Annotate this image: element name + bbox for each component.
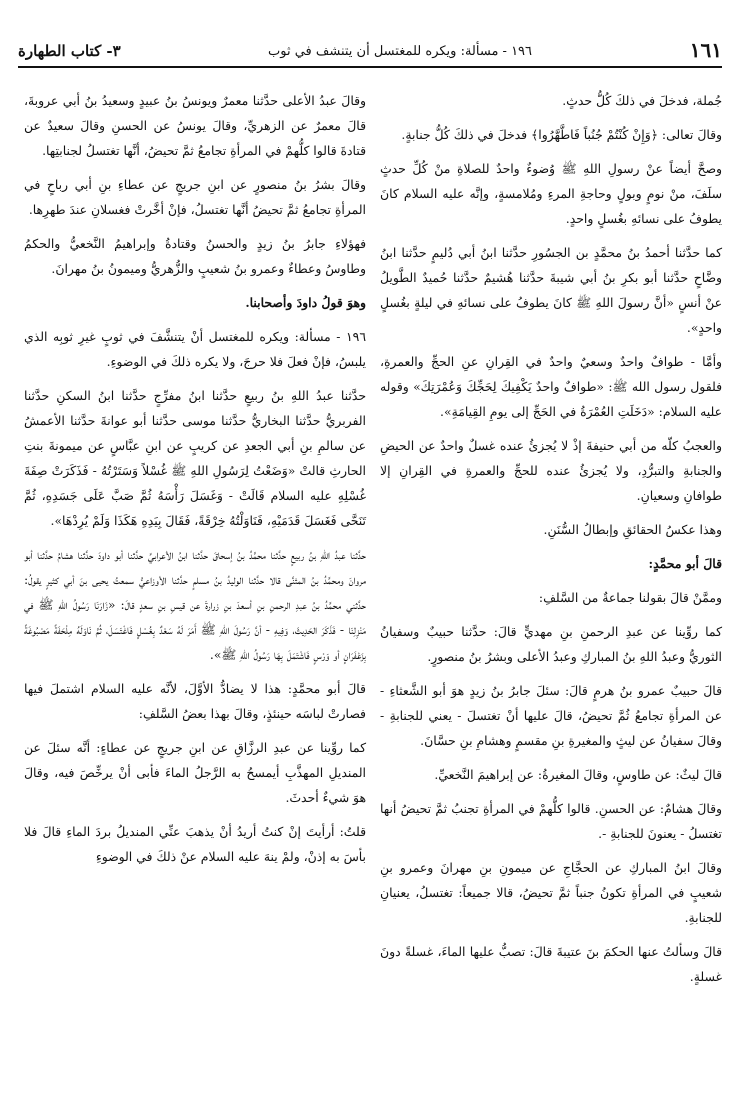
paragraph: قالَ حبيبٌ عمرو بنُ هرمٍ قالَ: سئلَ جابرُ بنُ زيدٍ هوَ أبو الشَّعثاءِ - عن المرأةِ تجامعُ ثُمَّ تحيضُ، قالَ عليها أنْ تغتسلَ - يعني للجنابةِ - وقالَ سفيانُ عن ليثٍ والمغيرةِ بنِ مقسمٍ وهشامِ بنِ حسَّانَ. bbox=[380, 683, 722, 748]
issue-heading: ١٩٦ - مسألة: ويكره للمغتسل أنْ يتنشَّفَ في ثوبٍ غيرِ ثوبِه الذي يلبسُ، فإنْ فعلَ فلا حرجَ، ولا يكره ذلكَ في الوضوءِ. bbox=[24, 329, 366, 369]
running-title: ١٩٦ - مسألة: ويكره للمغتسل أن يتنشف في ثوب bbox=[268, 44, 533, 59]
paragraph: وصحَّ أيضاً عنْ رسولِ اللهِ ﷺ وُضوءٌ واحدٌ للصلاةِ منْ كُلِّ حدثٍ سلَفَ، منْ نومٍ وبولٍ وحاجةِ المرءِ ومُلامسةٍ، وإنَّه عليه السلام كانَ يطوفُ على نسائهِ بغُسلٍ واحدٍ. bbox=[380, 161, 722, 226]
paragraph: قالَ وسألتُ عنها الحكمَ بنَ عتيبةَ قالَ: تصبُّ عليها الماءَ، غسلةً دونَ غسلةٍ. bbox=[380, 944, 722, 984]
paragraph: والعجبُ كلّه من أبي حنيفةَ إذْ لا يُجزئُ عنده غسلٌ واحدٌ عن الحيضِ والجنابةِ والتبرُّدِ، ولا يُجزئُ عنده للحجِّ والعمرةِ في القِرانِ إلا طوافانِ وسعيانِ. bbox=[380, 438, 722, 503]
paragraph: كما روِّينا عن عبدِ الرحمنِ بنِ مهديٍّ قالَ: حدَّثنا حبيبٌ وسفيانُ الثوريُّ وعبدُ اللهِ بنُ المباركِ وعبدُ الأعلى وبشرُ بنُ منصورٍ. bbox=[380, 624, 722, 664]
paragraph: قالَ أبو محمَّدٍ: هذا لا يضادُّ الأوَّلَ، لأنَّه عليه السلام اشتملَ فيها فصارتْ لباسَه حينئذٍ، وقالَ بهذا بعضُ السَّلفِ: bbox=[24, 681, 366, 721]
page-number: ١٦١ bbox=[689, 38, 722, 62]
paragraph: وقالَ ابنُ المباركِ عن الحجَّاجِ عن ميمونِ بنِ مهرانَ وعمرو بنِ شعيبٍ في المرأةِ تكونُ جنباً ثمَّ تحيضُ، قالا جميعاً: تغتسلُ، يعنيانِ للجنابةِ. bbox=[380, 860, 722, 925]
paragraph: وهوَ قولُ داودَ وأصحابنا. bbox=[245, 295, 366, 310]
book-title: ٣- كتاب الطهارة bbox=[18, 42, 121, 60]
paragraph: كما حدَّثنا أحمدُ بنُ محمَّدٍ بن الجسُورِ حدَّثنا ابنُ أبي دُليمٍ حدَّثنا ابنُ وضَّاحٍ حدَّثنا أبو بكرِ بنُ أبي شيبةَ حدَّثنا هُشيمٌ حدَّثنا حُميدٌ الطَّويلُ عنْ أنسٍ «أنَّ رسولَ اللهِ ﷺ كانَ يطوفُ على نسائهِ في ليلةٍ بغُسلٍ واحدٍ». bbox=[380, 245, 722, 335]
paragraph: وأمَّا - طوافٌ واحدٌ وسعيٌ واحدٌ في القِرانِ عنِ الحجِّ والعمرةِ، فلقول رسول الله ﷺ: «طوافٌ واحدٌ يَكْفِيكَ لِحَجِّكَ وَعُمْرَتِكَ» وقوله عليه السلام: «دَخَلَتِ العُمْرَةُ في الحَجِّ إلى يومِ القِيامَةِ». bbox=[380, 354, 722, 419]
right-text-column bbox=[380, 88, 722, 998]
paragraph: جُملة، فدخلَ في ذلكَ كُلُّ حدثٍ. bbox=[562, 93, 722, 108]
paragraph: وممَّنْ قالَ بقولنا جماعةٌ من السَّلفِ: bbox=[538, 590, 722, 605]
paragraph: حدَّثنا عبدُ اللهِ بنُ ربيعٍ حدَّثنا ابنُ مفرِّجٍ حدَّثنا ابنُ السكنِ حدَّثنا الفربريُّ حدَّثنا البخاريُّ حدَّثنا موسى حدَّثنا أبو عوانةَ حدَّثنا الأعمشُ عن سالمِ بنِ أبي الجعدِ عن كريبٍ عن ابنِ عبَّاسٍ عن ميمونةَ بنتِ الحارثِ قالتْ «وَضَعْتُ لِرَسُولِ اللهِ ﷺ غُسْلاً وَسَتَرْتُهُ - فَذَكَرَتْ صِفَةَ غُسْلِهِ عليه السلام قَالَتْ - وَغَسَلَ رَأْسَهُ ثُمَّ صَبَّ عَلَى جَسَدِهِ، ثُمَّ تَنَحَّى فَغَسَلَ قَدَمَيْهِ، فَنَاوَلْتُهُ خِرْقَةً، فَقَالَ بِيَدِهِ هَكَذَا وَلَمْ يُرِدْهَا». bbox=[24, 388, 366, 528]
left-text-column bbox=[24, 88, 366, 878]
paragraph: وقالَ عبدُ الأعلى حدَّثنا معمرٌ ويونسُ بنُ عبيدٍ وسعيدُ بنُ أبي عروبةَ، قالَ معمرٌ عن الزهريِّ، وقالَ يونسُ عن الحسنِ وقالَ سعيدٌ عن قتادةَ قالوا كلُّهمْ في المرأةِ تجامعُ ثمَّ تحيضُ، أنَّها تغتسلُ لجنابتِها. bbox=[24, 93, 366, 158]
page-header bbox=[18, 38, 722, 68]
header-rule bbox=[18, 66, 722, 68]
paragraph: قالَ ليثٌ: عن طاوسٍ، وقالَ المغيرةُ: عن إبراهيمَ النَّخعيِّ. bbox=[434, 767, 722, 782]
paragraph: فهؤلاءِ جابرُ بنُ زيدٍ والحسنُ وقتادةُ وإبراهيمُ النَّخعيُّ والحكمُ وطاوسُ وعطاءٌ وعمرو بنُ شعيبٍ والزُّهريُّ وميمونُ بنُ مهرانَ. bbox=[24, 236, 366, 276]
paragraph: وقالَ تعالى: ﴿وَإِنْ كُنْتُمْ جُنُباً فَاطَّهَّرُوا﴾ فدخلَ في ذلكَ كُلُّ جنابةٍ. bbox=[401, 127, 722, 142]
paragraph: وقالَ هشامٌ: عن الحسنِ. قالوا كلُّهمْ في المرأةِ تجنبُ ثمَّ تحيضُ أنها تغتسلُ - يعنونَ للجنابةِ -. bbox=[380, 801, 722, 841]
section-heading: قالَ أبو محمَّدٍ: bbox=[648, 556, 722, 571]
paragraph: وقالَ بشرُ بنُ منصورٍ عن ابنِ جريجٍ عن عطاءِ بنِ أبي رباحٍ في المرأةِ تجامعُ ثمَّ تحيضُ أنَّها تغتسلُ، فإنْ أخَّرتْ فغسلانِ عندَ طهرِها. bbox=[24, 177, 366, 217]
paragraph: كما روِّينا عن عبدِ الرزَّاقِ عن ابنِ جريجٍ عن عطاءٍ: أنَّه سئلَ عن المنديلِ المهذَّبِ أيمسحُ به الرَّجلُ الماءَ فأبى أنْ يرخِّصَ فيه، وقالَ هوَ شيءٌ أحدثَ. bbox=[24, 740, 366, 805]
paragraph: قلتُ: أرأيتَ إنْ كنتُ أريدُ أنْ يذهبَ عنِّي المنديلُ بردَ الماءِ قالَ فلا بأسَ به إذنْ، ولمْ ينهَ عليه السلام عنْ ذلكَ في الوضوءِ bbox=[24, 824, 366, 864]
paragraph: حدَّثنا عبدُ اللهِ بنُ ربيعٍ حدَّثنا محمَّدُ بنُ إسحاقَ حدَّثنا ابنُ الأعرابيِّ حدَّثنا أبو داودَ حدَّثنا هشامُ حدَّثنا أبو مروانَ ومحمَّدُ بنُ المثنَّى قالا حدَّثنا الوليدُ بنُ مسلمٍ حدَّثنا الأوزاعيُّ سمعتُ يحيى بنَ أبي كثيرٍ يقولُ: حدَّثني محمَّدُ بنُ عبدِ الرحمنِ بنِ أسعدَ بنِ زرارةَ عن قيسِ بنِ سعدٍ قالَ: «زَارَنَا رَسُولُ اللهِ ﷺ في مَنْزِلِنَا - فَذَكَرَ الحَدِيثَ، وَفِيهِ - أنَّ رَسُولَ اللهِ ﷺ أَمَرَ لَهُ سَعْدٌ بِغُسْلٍ فَاغْتَسَلَ، ثُمَّ نَاوَلَهُ مِلْحَفَةً مَصْبُوغَةً بِزَعْفَرَانٍ أو وَرْسٍ فَاشْتَمَلَ بِهَا رَسُولُ اللهِ ﷺ». bbox=[24, 547, 366, 662]
paragraph: وهذا عكسُ الحقائقِ وإبطالُ السُّنَنِ. bbox=[543, 522, 722, 537]
